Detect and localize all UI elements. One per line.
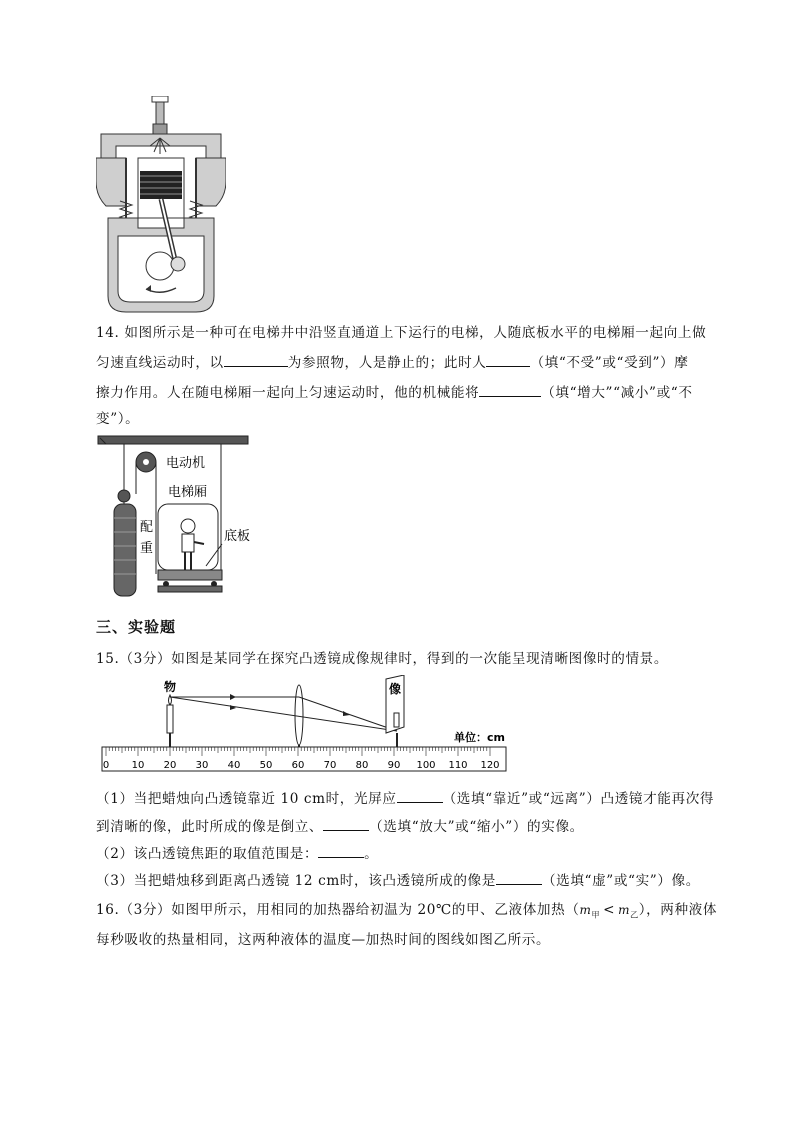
answer-blank[interactable] [224, 353, 288, 367]
q14-text: （填“不受”或“受到”）摩 [530, 355, 689, 371]
q14-text: （填“增大”“减小”或“不 [541, 385, 693, 401]
ruler-tick-label: 70 [323, 760, 337, 771]
elevator-diagram [96, 434, 252, 602]
car-label: 电梯厢 [168, 485, 208, 500]
q15-text: （3）当把蜡烛移到距离凸透镜 12 cm时，该凸透镜所成的像是 [96, 873, 496, 889]
answer-blank[interactable] [479, 383, 541, 397]
ruler-tick-label: 100 [416, 760, 436, 771]
q15-stem: 15.（3分）如图是某同学在探究凸透镜成像规律时，得到的一次能呈现清晰图像时的情景。 [96, 651, 669, 667]
ruler-tick-label: 60 [291, 760, 305, 771]
ruler-tick-label: 0 [102, 760, 110, 771]
unit-label: 单位：cm [454, 731, 505, 744]
ruler-tick-label: 10 [131, 760, 145, 771]
q15-text: （选填“虚”或“实”）像。 [541, 873, 700, 889]
q16-line1 [96, 898, 717, 921]
q15-text: （2）该凸透镜焦距的取值范围是： [96, 846, 319, 862]
q16-text: ），两种液体 [638, 902, 718, 918]
mass-subscript: 乙 [630, 910, 639, 920]
q14-line1 [96, 321, 706, 341]
mass-symbol: m [579, 903, 592, 917]
answer-blank[interactable] [397, 789, 443, 803]
ruler-tick-label: 90 [387, 760, 401, 771]
q14-text: 匀速直线运动时，以 [96, 355, 224, 371]
ruler-tick-label: 30 [195, 760, 209, 771]
object-label: 物 [164, 680, 177, 694]
answer-blank[interactable] [318, 844, 364, 858]
optical-bench-diagram [100, 675, 510, 775]
counterweight-label-2: 重 [140, 541, 154, 556]
q15-text: （选填“放大”或“缩小”）的实像。 [369, 819, 584, 835]
section-title: 三、实验题 [96, 618, 177, 636]
q15-text: 到清晰的像，此时所成的像是倒立、 [96, 819, 324, 835]
q15-text: （选填“靠近”或“远离”）凸透镜才能再次得 [442, 791, 715, 807]
answer-blank[interactable] [486, 353, 530, 367]
q14-line3 [96, 381, 693, 401]
motor-label: 电动机 [166, 456, 206, 471]
q15-p3 [96, 869, 700, 889]
engine-diagram [96, 96, 226, 314]
answer-blank[interactable] [323, 817, 369, 831]
q15-p1-line1 [96, 787, 714, 807]
ruler-tick-label: 80 [355, 760, 369, 771]
q14-text: 14. 如图所示是一种可在电梯井中沿竖直通道上下运行的电梯，人随底板水平的电梯厢一起向上做 [96, 325, 707, 341]
ruler-tick-label: 40 [227, 760, 241, 771]
q16-line2: 每秒吸收的热量相同，这两种液体的温度—加热时间的图线如图乙所示。 [96, 932, 551, 948]
ruler-tick-label: 120 [480, 760, 500, 771]
ruler-tick-label: 50 [259, 760, 273, 771]
floor-label: 底板 [224, 529, 251, 544]
q14-line2 [96, 351, 688, 371]
q14-text: 为参照物，人是静止的；此时人 [287, 355, 487, 371]
q15-p2 [96, 842, 378, 862]
counterweight-label-1: 配 [140, 520, 154, 535]
q15-text: （1）当把蜡烛向凸透镜靠近 10 cm时，光屏应 [96, 791, 397, 807]
ruler-tick-label: 20 [163, 760, 177, 771]
q15-text: 。 [364, 846, 379, 862]
mass-symbol: m [618, 903, 631, 917]
q14-line4 [96, 407, 139, 427]
less-than: < [603, 902, 616, 918]
image-label: 像 [389, 682, 402, 696]
q14-text: 擦力作用。人在随电梯厢一起向上匀速运动时，他的机械能将 [96, 385, 480, 401]
q15-p1-line2 [96, 815, 584, 835]
answer-blank[interactable] [496, 871, 542, 885]
q14-text: 变”）。 [96, 411, 140, 427]
mass-subscript: 甲 [591, 910, 601, 920]
ruler-tick-label: 110 [448, 760, 468, 771]
q16-text: 16.（3分）如图甲所示，用相同的加热器给初温为 20℃的甲、乙液体加热（ [96, 902, 580, 918]
